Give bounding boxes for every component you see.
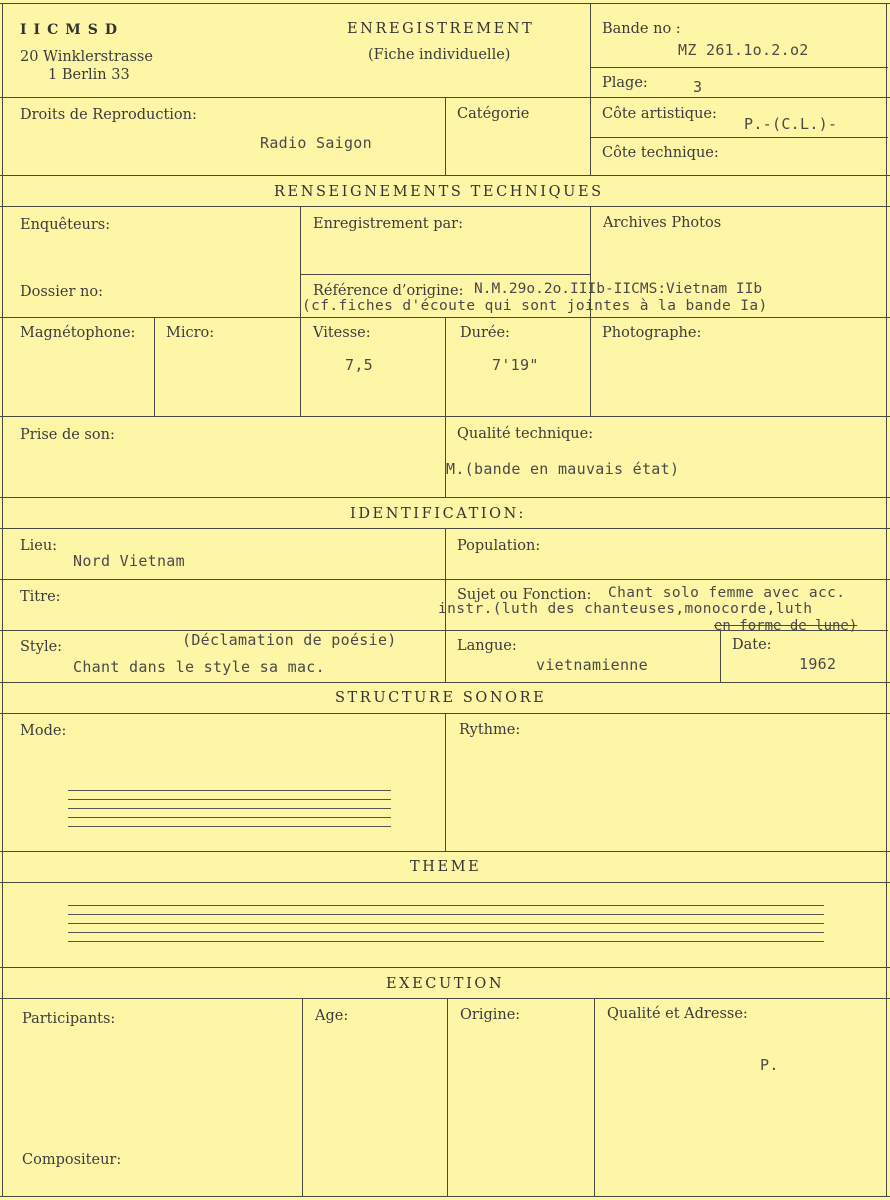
org-street: 20 Winklerstrasse bbox=[20, 49, 153, 65]
org-city: 1 Berlin 33 bbox=[48, 67, 130, 83]
rule-line bbox=[300, 206, 301, 416]
enregistrement-par-label: Enregistrement par: bbox=[313, 216, 463, 232]
cote-artistique-value: P.-(C.L.)- bbox=[744, 115, 838, 133]
reference-value: N.M.29o.2o.IIIb-IICMS:Vietnam IIb bbox=[474, 281, 763, 297]
rule-line bbox=[590, 3, 591, 175]
staff-line bbox=[68, 808, 391, 809]
participants-label: Participants: bbox=[22, 1011, 116, 1027]
lieu-value: Nord Vietnam bbox=[73, 552, 185, 570]
qualite-adresse-label: Qualité et Adresse: bbox=[607, 1006, 748, 1022]
section-title-technical: RENSEIGNEMENTS TECHNIQUES bbox=[274, 184, 604, 200]
prise-de-son-label: Prise de son: bbox=[20, 427, 115, 443]
rule-line bbox=[300, 274, 590, 275]
rule-line bbox=[0, 1196, 890, 1197]
rule-line bbox=[0, 998, 890, 999]
photographe-label: Photographe: bbox=[602, 325, 702, 341]
rule-line bbox=[0, 3, 890, 4]
reference-label: Référence d’origine: bbox=[313, 283, 464, 299]
micro-label: Micro: bbox=[166, 325, 215, 341]
rule-line bbox=[590, 137, 888, 138]
langue-value: vietnamienne bbox=[536, 656, 648, 674]
staff-line bbox=[68, 799, 391, 800]
style-value: Chant dans le style sa mac. bbox=[73, 658, 325, 676]
style-label: Style: bbox=[20, 639, 63, 655]
sujet-value-line-2: instr.(luth des chanteuses,monocorde,luth bbox=[438, 601, 813, 617]
langue-label: Langue: bbox=[457, 638, 517, 654]
rule-line bbox=[720, 630, 721, 682]
reference-note: (cf.fiches d'écoute qui sont jointes à la bande Ia) bbox=[302, 298, 768, 314]
bande-value: MZ 261.1o.2.o2 bbox=[678, 41, 809, 59]
style-note: (Déclamation de poésie) bbox=[182, 631, 397, 649]
qualite-adresse-value: P. bbox=[760, 1056, 779, 1074]
sujet-value-line-3: en forme de lune) bbox=[714, 618, 858, 634]
archives-photos-label: Archives Photos bbox=[603, 215, 722, 231]
rule-line bbox=[154, 317, 155, 416]
droits-value: Radio Saigon bbox=[260, 134, 372, 152]
plage-value: 3 bbox=[693, 78, 703, 96]
rule-line bbox=[594, 998, 595, 1196]
staff-line bbox=[68, 914, 824, 915]
droits-label: Droits de Reproduction: bbox=[20, 107, 197, 123]
titre-label: Titre: bbox=[20, 589, 61, 605]
plage-label: Plage: bbox=[602, 75, 648, 91]
rythme-label: Rythme: bbox=[459, 722, 521, 738]
rule-line bbox=[0, 206, 890, 207]
staff-line bbox=[68, 790, 391, 791]
rule-line bbox=[590, 67, 888, 68]
rule-line bbox=[445, 317, 446, 416]
magnetophone-label: Magnétophone: bbox=[20, 325, 136, 341]
sujet-value-line-1: Chant solo femme avec acc. bbox=[608, 585, 846, 601]
staff-line bbox=[68, 826, 391, 827]
section-title-theme: THEME bbox=[410, 859, 482, 875]
population-label: Population: bbox=[457, 538, 541, 554]
date-value: 1962 bbox=[799, 655, 837, 673]
rule-line bbox=[0, 882, 890, 883]
rule-line bbox=[0, 682, 890, 683]
rule-line bbox=[445, 416, 446, 497]
section-title-structure: STRUCTURE SONORE bbox=[335, 690, 547, 706]
staff-line bbox=[68, 932, 824, 933]
sujet-label: Sujet ou Fonction: bbox=[457, 587, 592, 603]
staff-line bbox=[68, 817, 391, 818]
qualite-technique-label: Qualité technique: bbox=[457, 426, 594, 442]
vitesse-value: 7,5 bbox=[345, 356, 373, 374]
lieu-label: Lieu: bbox=[20, 538, 58, 554]
bande-label: Bande no : bbox=[602, 21, 681, 37]
vitesse-label: Vitesse: bbox=[313, 325, 371, 341]
qualite-technique-value: M.(bande en mauvais état) bbox=[446, 460, 680, 478]
card-title: ENREGISTREMENT bbox=[347, 21, 535, 37]
origine-label: Origine: bbox=[460, 1007, 521, 1023]
enqueteurs-label: Enquêteurs: bbox=[20, 217, 111, 233]
duree-label: Durée: bbox=[460, 325, 510, 341]
rule-line bbox=[447, 998, 448, 1196]
card-subtitle: (Fiche individuelle) bbox=[368, 47, 511, 63]
rule-line bbox=[445, 97, 446, 175]
rule-line bbox=[0, 967, 890, 968]
cote-technique-label: Côte technique: bbox=[602, 145, 719, 161]
mode-label: Mode: bbox=[20, 723, 67, 739]
date-label: Date: bbox=[732, 637, 772, 653]
staff-line bbox=[68, 941, 824, 942]
rule-line bbox=[0, 175, 890, 176]
rule-line bbox=[0, 497, 890, 498]
categorie-label: Catégorie bbox=[457, 106, 530, 122]
org-logo: IICMSD bbox=[20, 22, 124, 38]
duree-value: 7'19" bbox=[492, 356, 539, 374]
cote-artistique-label: Côte artistique: bbox=[602, 106, 717, 122]
compositeur-label: Compositeur: bbox=[22, 1152, 122, 1168]
rule-line bbox=[2, 3, 3, 1197]
age-label: Age: bbox=[315, 1008, 349, 1024]
section-title-identification: IDENTIFICATION: bbox=[350, 506, 526, 522]
rule-line bbox=[0, 579, 890, 580]
staff-line bbox=[68, 923, 824, 924]
dossier-label: Dossier no: bbox=[20, 284, 103, 300]
rule-line bbox=[302, 998, 303, 1196]
section-title-execution: EXECUTION bbox=[386, 976, 505, 992]
staff-line bbox=[68, 905, 824, 906]
rule-line bbox=[0, 851, 890, 852]
rule-line bbox=[445, 713, 446, 851]
rule-line bbox=[886, 3, 887, 1197]
